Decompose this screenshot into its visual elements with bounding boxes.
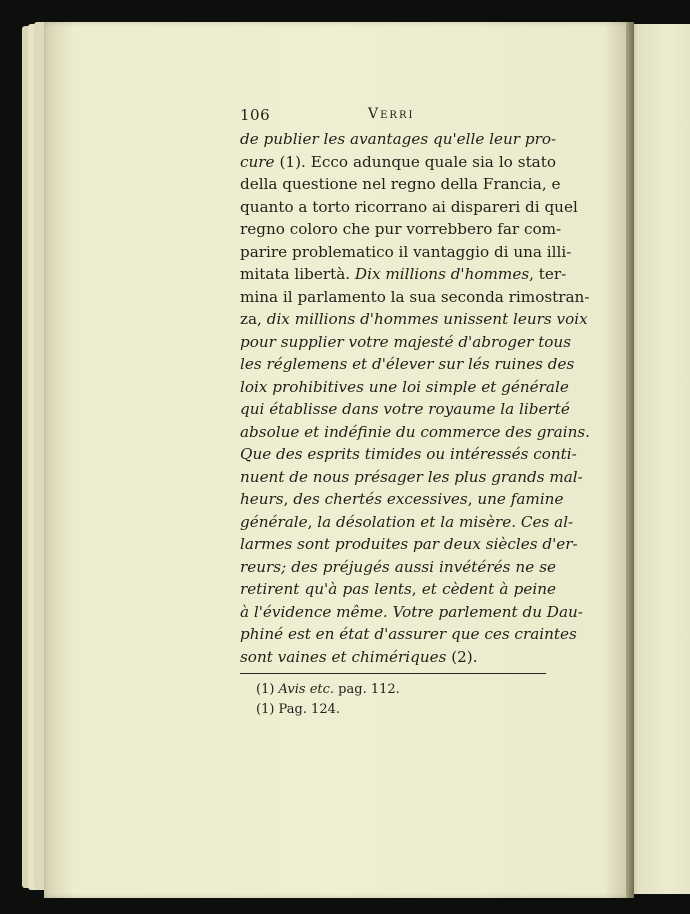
text-run: pag. 112. xyxy=(334,682,400,697)
italic-text-run: nuent de nous présager les plus grands mal- xyxy=(240,467,583,486)
text-run: , xyxy=(467,490,478,508)
italic-text-run: qui établisse dans votre royaume la liberté xyxy=(240,400,570,418)
text-line xyxy=(240,173,561,196)
text-line xyxy=(240,601,583,624)
italic-text-run: et cèdent à peine xyxy=(421,580,556,598)
text-run: quanto a torto ricorrano ai dispareri di quel xyxy=(240,197,578,216)
page-gutter xyxy=(626,22,634,898)
footnotes xyxy=(240,680,556,720)
text-run: , ter- xyxy=(529,265,567,283)
text-line xyxy=(240,151,556,174)
text-line xyxy=(240,466,583,489)
italic-text-run: retirent qu'à pas lents xyxy=(240,580,412,598)
text-run: parire problematico il vantaggio di una illi- xyxy=(240,242,572,261)
text-line xyxy=(240,421,591,444)
running-head: Verri xyxy=(368,106,415,122)
text-run: regno coloro che pur vorrebbero far com- xyxy=(240,220,562,238)
text-line xyxy=(240,308,588,331)
text-run: mina il parlamento la sua seconda rimostran- xyxy=(240,287,590,306)
footnote xyxy=(240,680,556,700)
text-line xyxy=(240,623,577,646)
italic-text-run: Avis etc. xyxy=(278,682,335,697)
text-run: (1) xyxy=(256,682,279,697)
text-line xyxy=(240,286,590,309)
text-line xyxy=(240,196,578,219)
text-run: (2). xyxy=(446,647,478,666)
text-line xyxy=(240,331,572,354)
italic-text-run: de publier les avantages qu'elle leur pro- xyxy=(240,130,557,148)
text-line xyxy=(240,578,556,601)
text-line xyxy=(240,511,574,534)
italic-text-run: loix prohibitives une loi simple et générale xyxy=(240,377,569,396)
italic-text-run: absolue et indéfinie du commerce des grains. xyxy=(240,422,591,441)
body-text xyxy=(240,128,591,668)
text-line xyxy=(240,646,556,669)
text-run: della questione nel regno della Francia, e xyxy=(240,175,561,193)
text-run: (1). Ecco adunque quale sia lo stato xyxy=(274,152,556,171)
text-line xyxy=(240,263,567,286)
italic-text-run: cure xyxy=(240,152,275,171)
italic-text-run: une famine xyxy=(477,490,564,508)
facing-page-edge xyxy=(628,24,690,894)
italic-text-run: sont vaines et chimériques xyxy=(240,647,447,666)
footnote-rule xyxy=(240,673,546,674)
page-text-block xyxy=(240,106,591,720)
italic-text-run: les réglemens et d'élever sur lés ruines des xyxy=(240,355,575,373)
italic-text-run: Que des esprits timides ou intéressés conti- xyxy=(240,445,577,463)
page-header xyxy=(240,106,556,128)
text-run: mitata libertà. xyxy=(240,265,355,283)
text-line xyxy=(240,376,569,399)
italic-text-run: des chertés excessives xyxy=(293,490,468,508)
text-run: , xyxy=(283,490,294,508)
text-run: (1) Pag. 124. xyxy=(256,702,340,717)
italic-text-run: dix millions d'hommes unissent leurs voix xyxy=(266,310,588,328)
italic-text-run: la désolation et la misère. Ces al- xyxy=(317,512,574,531)
italic-text-run: phiné est en état d'assurer que ces craintes xyxy=(240,625,577,643)
italic-text-run: reurs; des préjugés aussi invétérés ne se xyxy=(240,557,556,576)
italic-text-run: pour supplier votre majesté d'abroger tous xyxy=(240,332,572,351)
text-line xyxy=(240,353,575,376)
text-line xyxy=(240,488,564,511)
text-line xyxy=(240,218,562,241)
text-line xyxy=(240,533,578,556)
italic-text-run: Dix millions d'hommes xyxy=(354,265,530,283)
text-line xyxy=(240,556,556,579)
text-run: , xyxy=(411,580,422,598)
text-line xyxy=(240,398,570,421)
text-run: , xyxy=(307,512,318,531)
italic-text-run: générale xyxy=(240,512,308,531)
text-run: za, xyxy=(240,310,267,328)
italic-text-run: larmes sont produites par deux siècles d'er- xyxy=(240,535,578,553)
text-line xyxy=(240,128,556,151)
italic-text-run: heurs xyxy=(240,490,284,508)
text-line xyxy=(240,443,577,466)
text-line xyxy=(240,241,572,264)
page-number: 106 xyxy=(240,106,271,124)
italic-text-run: à l'évidence même. Votre parlement du Dau- xyxy=(240,602,583,621)
footnote xyxy=(240,700,556,720)
